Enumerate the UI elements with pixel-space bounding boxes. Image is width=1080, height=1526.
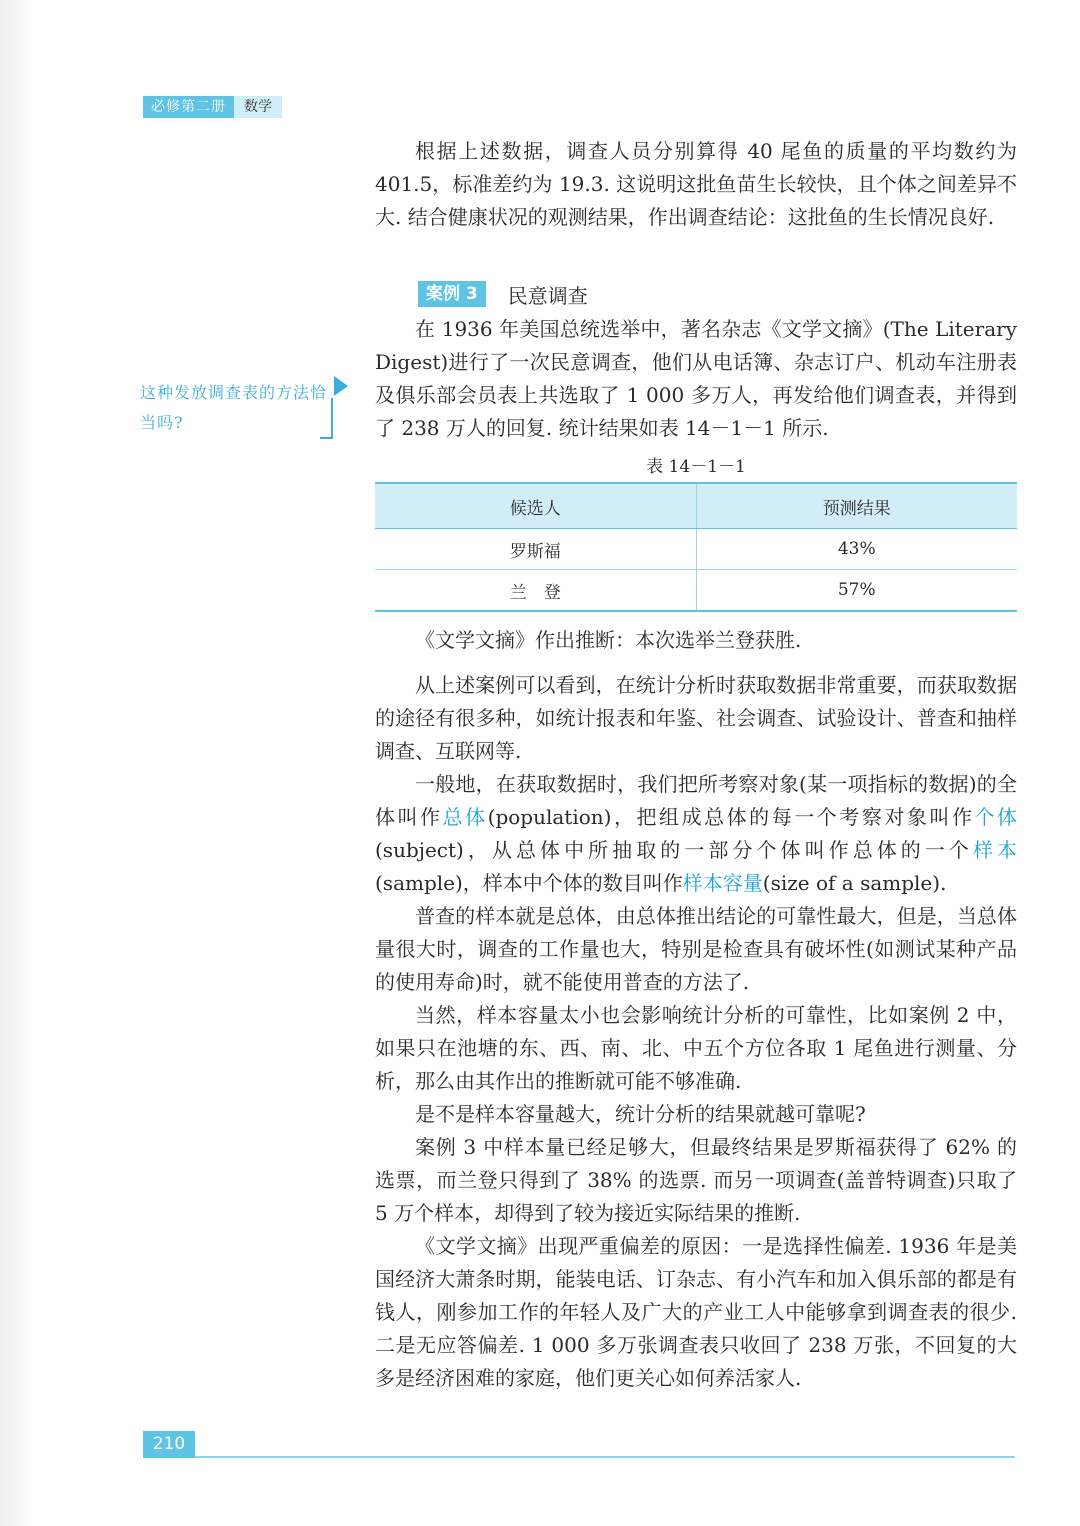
margin-note-bracket-foot	[320, 437, 333, 439]
page-number: 210	[143, 1431, 195, 1458]
definitions-text: (sample)，样本中个体的数目叫作	[375, 871, 683, 895]
table-caption: 表 14－1－1	[646, 457, 746, 477]
term-sample-size: 样本容量	[682, 871, 763, 895]
definitions-text: (size of a sample).	[762, 871, 947, 895]
intro-section	[375, 135, 1017, 234]
page-spine-shadow	[0, 0, 34, 1526]
table-header-prediction: 预测结果	[696, 483, 1017, 529]
term-population: 总体	[442, 805, 488, 829]
definitions-paragraph	[375, 768, 1017, 900]
header-tag	[143, 96, 282, 118]
intro-paragraph: 根据上述数据，调查人员分别算得 40 尾鱼的质量的平均数约为 401.5，标准差约为 19.3. 这说明这批鱼苗生长较快，且个体之间差异不大. 结合健康状况的观测结果，作出调查结论：这批鱼的生长情况良好.	[375, 139, 1017, 229]
main-text-section	[375, 624, 1017, 1395]
case3-title: 民意调查	[507, 283, 588, 308]
table-row	[375, 570, 1017, 612]
bias-paragraph: 《文学文摘》出现严重偏差的原因：一是选择性偏差. 1936 年是美国经济大萧条时期，能装电话、订杂志、有小汽车和加入俱乐部的都是有钱人，刚参加工作的年轻人及广大的产业工人中能够拿到调查表的很少. 二是无应答偏差. 1 000 多万张调查表只收回了 238 万张，不回复的大多是经济困难的家庭，他们更关心如何养活家人.	[375, 1234, 1017, 1390]
margin-note-bracket	[331, 398, 333, 438]
table-cell-candidate: 兰 登	[375, 570, 696, 612]
definitions-text: 一般地，在获取数据时，我们把所考察对象(某一项指标的数据)的全体叫作	[375, 772, 1017, 829]
data-ways-paragraph: 从上述案例可以看到，在统计分析时获取数据非常重要，而获取数据的途径有很多种，如统计报表和年鉴、社会调查、试验设计、普查和抽样调查、互联网等.	[375, 673, 1017, 763]
header-book-label: 必修第二册	[143, 96, 234, 118]
term-individual: 个体	[974, 805, 1018, 829]
case3-paragraph: 在 1936 年美国总统选举中，著名杂志《文学文摘》(The Literary Digest)进行了一次民意调查，他们从电话簿、杂志订户、机动车注册表及俱乐部会员表上共选取了 1 000 多万人，再发给他们调查表，并得到了 238 万人的回复. 统计结果如表 14－1－1 所示.	[375, 317, 1017, 440]
term-sample: 样本	[972, 838, 1018, 862]
header-subject-label: 数学	[234, 96, 282, 118]
definitions-text: (subject)，从总体中所抽取的一部分个体叫作总体的一个	[375, 838, 973, 862]
case3-heading	[418, 280, 588, 308]
question-paragraph: 是不是样本容量越大，统计分析的结果就越可靠呢?	[415, 1102, 866, 1126]
footer-rule	[195, 1456, 1015, 1458]
margin-note-arrow-icon	[334, 376, 348, 396]
case3-result-paragraph: 案例 3 中样本量已经足够大，但最终结果是罗斯福获得了 62% 的选票，而兰登只得到了 38% 的选票. 而另一项调查(盖普特调查)只取了 5 万个样本，却得到了较为接近实际结果的推断.	[375, 1135, 1017, 1225]
prediction-table	[375, 482, 1017, 612]
table-cell-candidate: 罗斯福	[375, 529, 696, 570]
case3-section	[375, 313, 1017, 445]
small-sample-paragraph: 当然，样本容量太小也会影响统计分析的可靠性，比如案例 2 中，如果只在池塘的东、西、南、北、中五个方位各取 1 尾鱼进行测量、分析，那么由其作出的推断就可能不够准确.	[375, 1003, 1017, 1093]
table-header-candidate: 候选人	[375, 483, 696, 529]
definitions-text: (population)，把组成总体的每一个考察对象叫作	[487, 805, 975, 829]
table-header-row	[375, 483, 1017, 529]
table-cell-prediction: 57%	[696, 570, 1017, 612]
margin-note: 这种发放调查表的方法恰当吗?	[140, 383, 328, 432]
census-paragraph: 普查的样本就是总体，由总体推出结论的可靠性最大，但是，当总体量很大时，调查的工作量也大，特别是检查具有破坏性(如测试某种产品的使用寿命)时，就不能使用普查的方法了.	[375, 904, 1017, 994]
table-cell-prediction: 43%	[696, 529, 1017, 570]
conclusion-paragraph: 《文学文摘》作出推断：本次选举兰登获胜.	[415, 628, 802, 652]
case3-badge: 案例 3	[418, 281, 486, 307]
table-row	[375, 529, 1017, 570]
